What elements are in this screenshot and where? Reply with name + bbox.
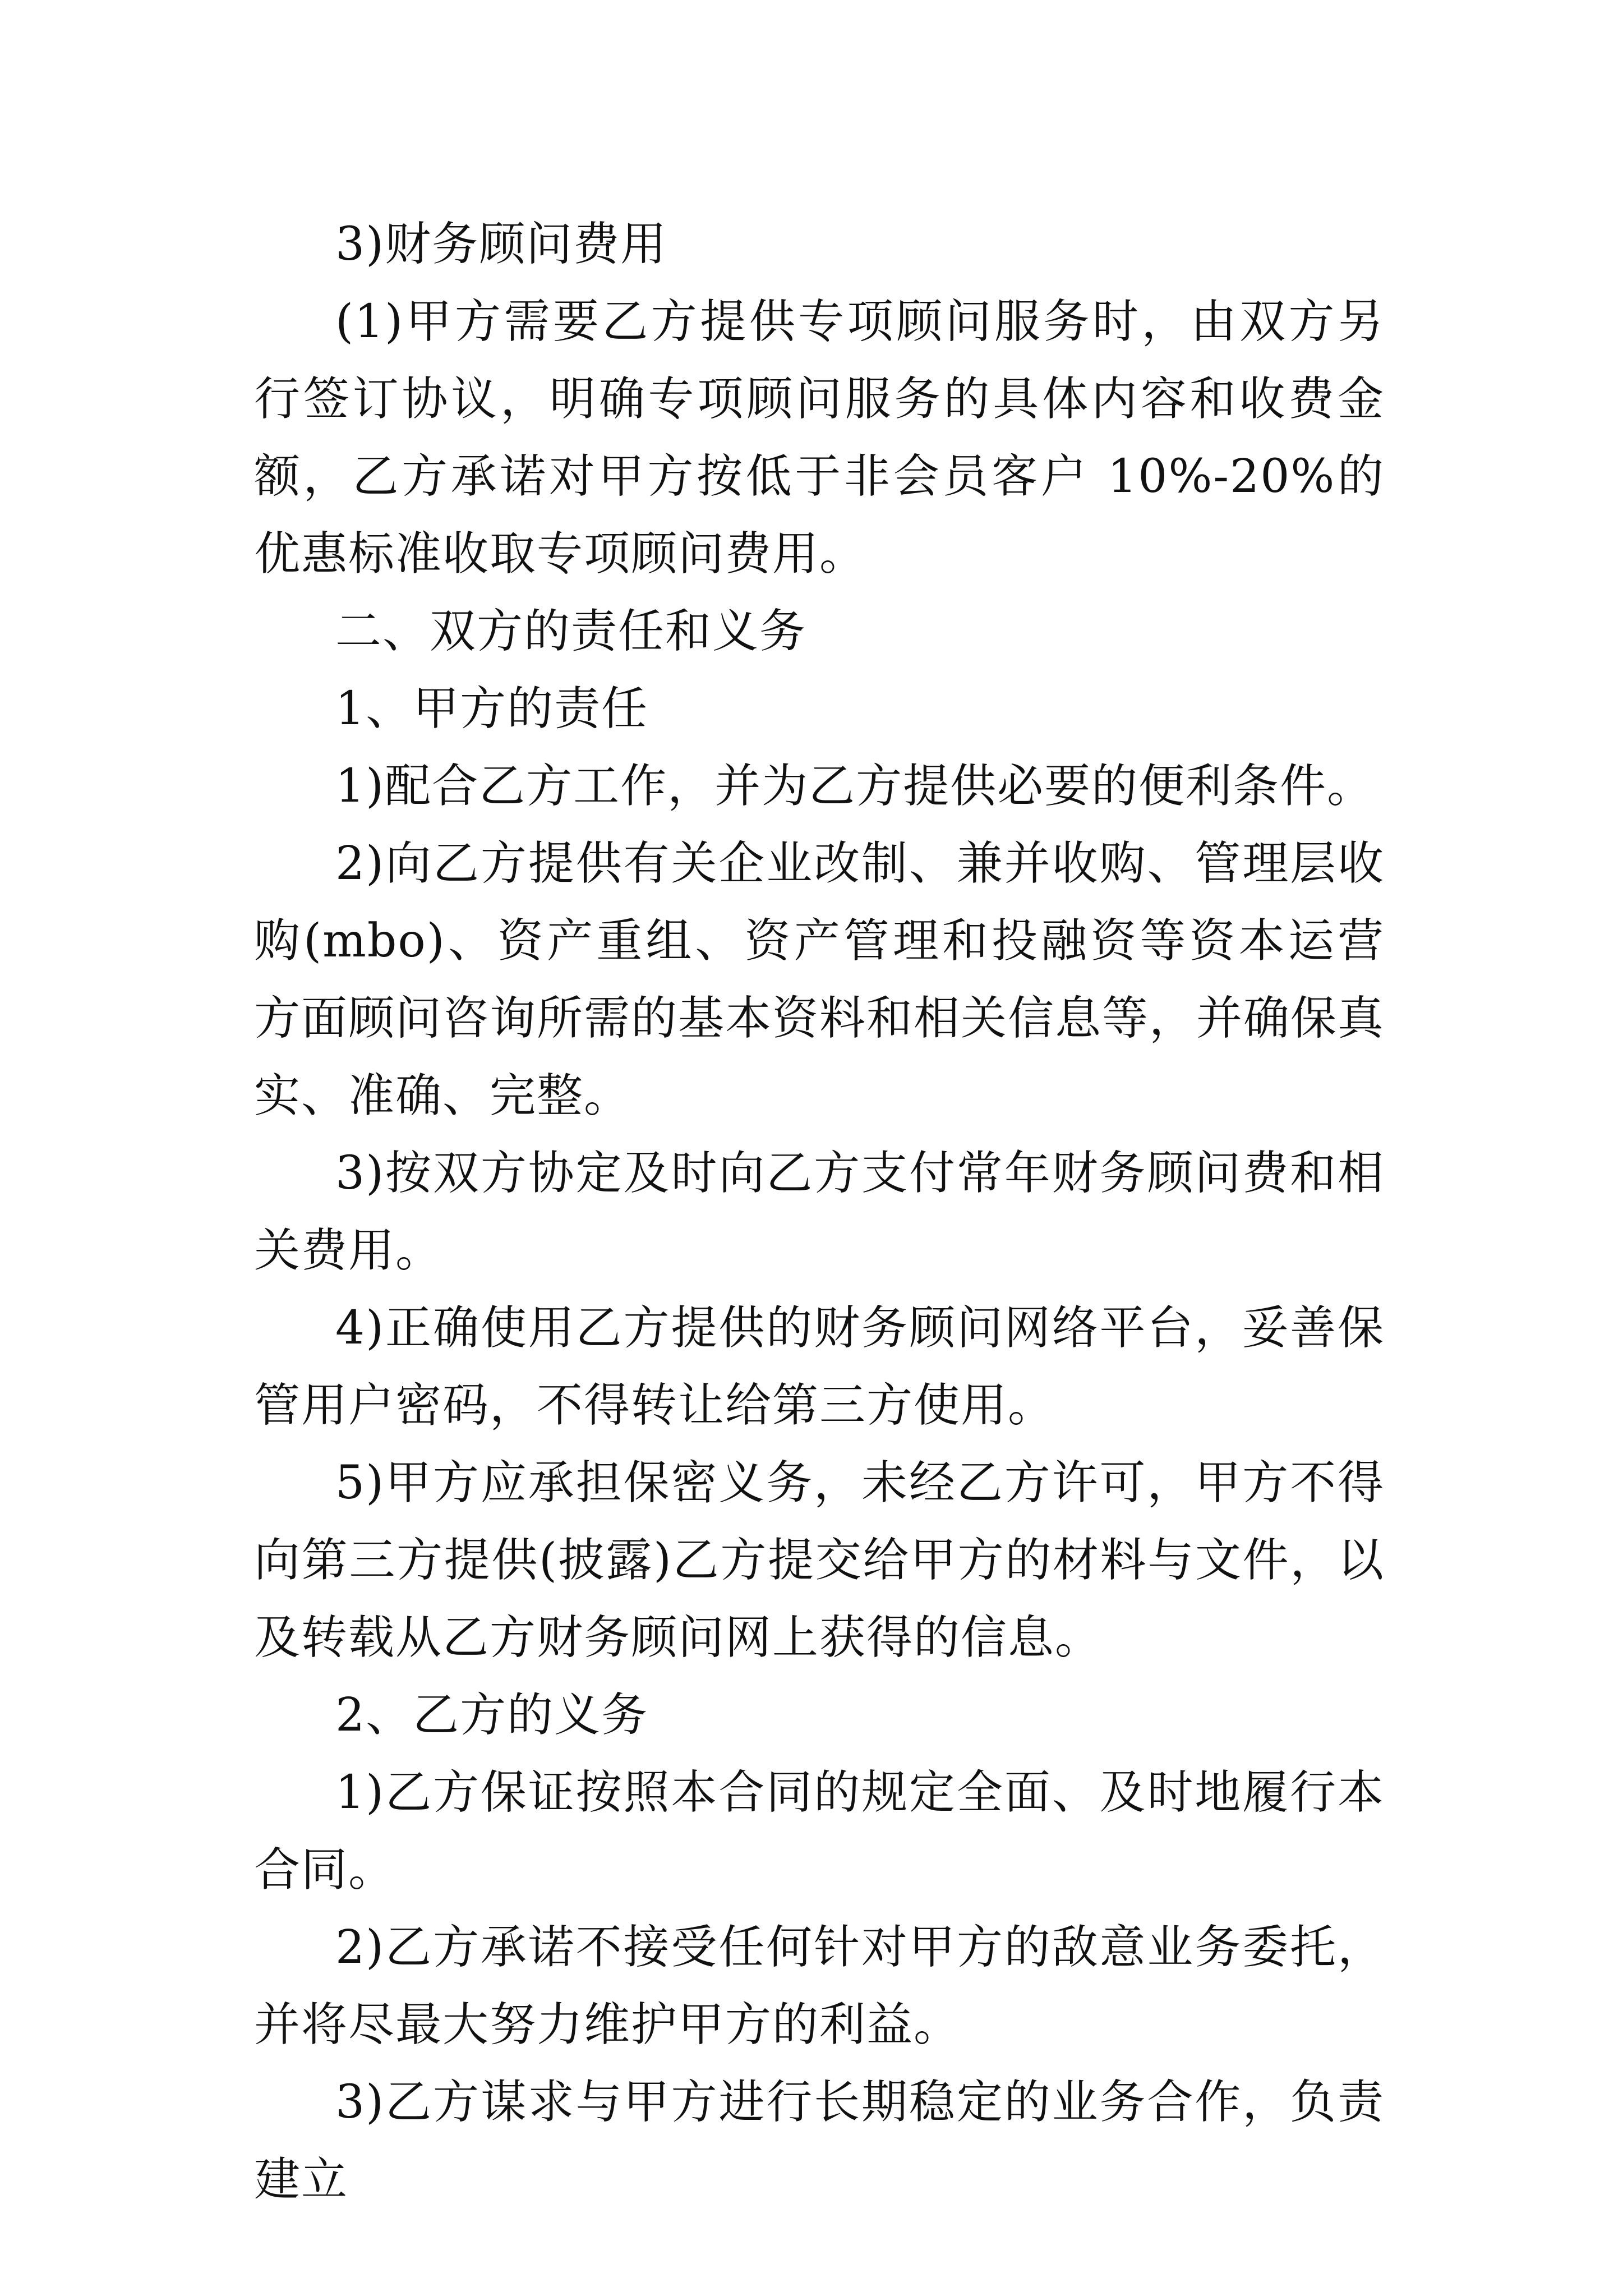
paragraph-party-a-item-5: 5)甲方应承担保密义务，未经乙方许可，甲方不得向第三方提供(披露)乙方提交给甲方的材料与文件，以及转载从乙方财务顾问网上获得的信息。 xyxy=(254,1456,1385,1664)
paragraph-party-b-item-1: 1)乙方保证按照本合同的规定全面、及时地履行本合同。 xyxy=(254,1766,1385,1897)
paragraph-party-a-item-1: 1)配合乙方工作，并为乙方提供必要的便利条件。 xyxy=(335,760,1375,813)
section-heading-responsibilities: 二、双方的责任和义务 xyxy=(335,605,807,658)
paragraph-fee-heading: 3)财务顾问费用 xyxy=(335,218,668,271)
paragraph-party-a-item-3: 3)按双方协定及时向乙方支付常年财务顾问费和相关费用。 xyxy=(254,1147,1385,1277)
paragraph-party-b-item-2: 2)乙方承诺不接受任何针对甲方的敌意业务委托，并将尽最大努力维护甲方的利益。 xyxy=(254,1921,1385,2051)
paragraph-special-advisory-fee: (1)甲方需要乙方提供专项顾问服务时，由双方另行签订协议，明确专项顾问服务的具体内容和收费金额，乙方承诺对甲方按低于非会员客户 10%-20%的优惠标准收取专项顾问费用。 xyxy=(254,295,1385,581)
paragraph-party-b-item-3: 3)乙方谋求与甲方进行长期稳定的业务合作，负责建立 xyxy=(254,2076,1385,2206)
paragraph-party-a-item-4: 4)正确使用乙方提供的财务顾问网络平台，妥善保管用户密码，不得转让给第三方使用。 xyxy=(254,1301,1385,1432)
subsection-heading-party-a: 1、甲方的责任 xyxy=(335,682,649,735)
subsection-heading-party-b: 2、乙方的义务 xyxy=(335,1688,649,1742)
paragraph-party-a-item-2: 2)向乙方提供有关企业改制、兼并收购、管理层收购(mbo)、资产重组、资产管理和投融资等资本运营方面顾问咨询所需的基本资料和相关信息等，并确保真实、准确、完整。 xyxy=(254,837,1385,1122)
document-body xyxy=(254,206,1385,2219)
